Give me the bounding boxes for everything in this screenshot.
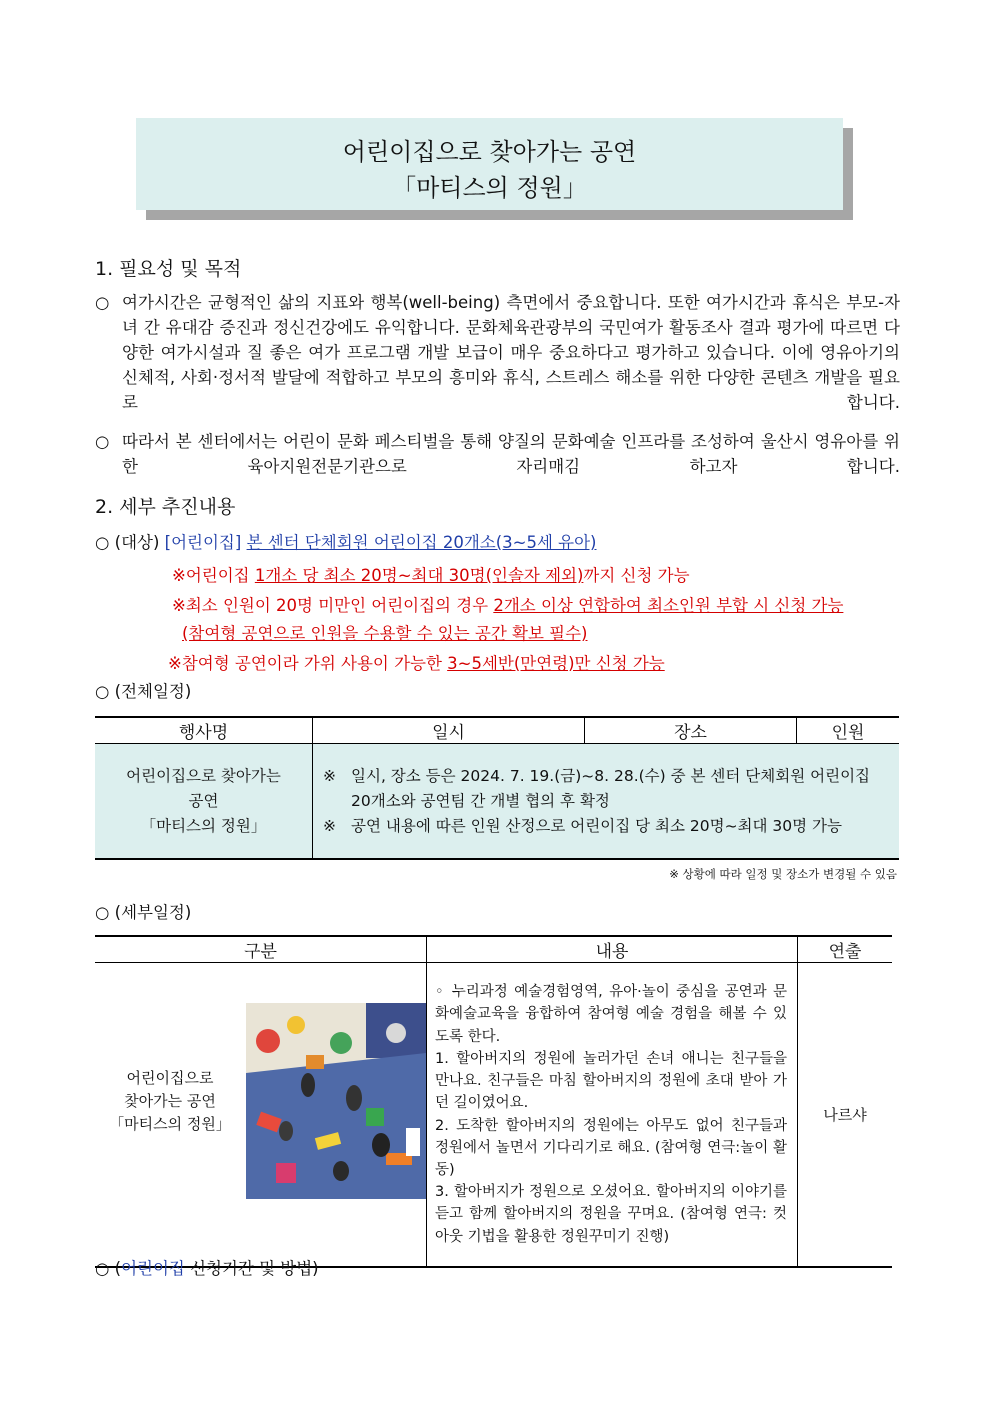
target-line bbox=[95, 529, 597, 553]
title-line-2: 「마티스의 정원」 bbox=[392, 174, 587, 202]
note-text: 공연 내용에 따른 인원 산정으로 어린이집 당 최소 20명~최대 30명 가능 bbox=[351, 816, 843, 835]
detail-table bbox=[95, 935, 892, 1268]
note-rest: 까지 신청 가능 bbox=[583, 566, 690, 585]
note-underlined: 1개소 당 최소 20명~최대 30명(인솔자 제외) bbox=[254, 566, 584, 585]
category-line: 찾아가는 공연 bbox=[124, 1092, 216, 1110]
note-mark: ※ bbox=[323, 816, 336, 835]
content-cell bbox=[427, 963, 798, 1268]
note-underlined: 3~5세반(만연령)만 신청 가능 bbox=[447, 654, 665, 673]
note-line-2 bbox=[172, 592, 843, 616]
schedule-table bbox=[95, 716, 899, 860]
note-mark: ※어린이집 bbox=[172, 566, 255, 585]
note-mark: ※ bbox=[323, 766, 336, 785]
note-line-1 bbox=[172, 562, 690, 586]
content-paragraph: 3. 할아버지가 정원으로 오셨어요. 할아버지의 이야기를 듣고 함께 할아버지의 정원을 꾸며요. (참여형 연극: 컷 아웃 기법을 활용한 정원꾸미기 진행) bbox=[435, 1184, 787, 1245]
content-paragraph: 2. 도착한 할아버지의 정원에는 아무도 없어 친구들과 정원에서 놀면서 기다리기로 해요. (참여형 연극:놀이 활동) bbox=[435, 1117, 787, 1178]
event-name-line: 어린이집으로 찾아가는 bbox=[126, 766, 281, 785]
target-tag: [어린이집] bbox=[164, 533, 242, 552]
apply-rest: 신청기간 및 방법) bbox=[184, 1259, 319, 1278]
content-paragraph: 1. 할아버지의 정원에 놀러가던 손녀 애니는 친구들을 만나요. 친구들은 마침 할아버지의 정원에 초대 받아 가던 길이였어요. bbox=[435, 1050, 787, 1112]
note-line-4 bbox=[168, 650, 665, 674]
bullet-icon: ○ bbox=[95, 432, 110, 451]
content-paragraph: ◦ 누리과정 예술경험영역, 유아·놀이 중심을 공연과 문화예술교육을 융합하여 참여형 예술 경험을 해볼 수 있도록 한다. bbox=[435, 984, 787, 1045]
note-underlined: 2개소 이상 연합하여 최소인원 부합 시 신청 가능 bbox=[493, 596, 844, 615]
paragraph-text: 따라서 본 센터에서는 어린이 문화 페스티벌을 통해 양질의 문화예술 인프라를 조성하여 울산시 영유아를 위한 육아지원전문기관으로 자리매김 하고자 합니다. bbox=[122, 432, 900, 476]
performance-photo bbox=[246, 1003, 426, 1199]
col-datetime: 일시 bbox=[313, 717, 585, 744]
note-line-3 bbox=[182, 620, 588, 644]
director-cell: 나르샤 bbox=[798, 963, 893, 1268]
event-name-cell bbox=[95, 744, 313, 860]
note-mark: ※최소 인원이 20명 미만인 어린이집의 경우 bbox=[172, 596, 494, 615]
category-cell bbox=[95, 963, 427, 1268]
target-text: 본 센터 단체회원 어린이집 20개소(3~5세 유아) bbox=[246, 533, 597, 552]
target-prefix: ○ (대상) bbox=[95, 533, 160, 552]
event-name-line: 공연 bbox=[188, 791, 219, 810]
col-director: 연출 bbox=[798, 936, 893, 963]
change-note: ※ 상황에 따라 일정 및 장소가 변경될 수 있음 bbox=[669, 867, 897, 881]
apply-prefix: ○ ( bbox=[95, 1259, 122, 1278]
col-event-name: 행사명 bbox=[95, 717, 313, 744]
category-name bbox=[95, 1067, 245, 1136]
col-content: 내용 bbox=[427, 936, 798, 963]
schedule-note bbox=[323, 764, 889, 814]
apply-tag: 어린이집 bbox=[121, 1259, 185, 1278]
col-place: 장소 bbox=[585, 717, 797, 744]
section-2-heading: 2. 세부 추진내용 bbox=[95, 496, 236, 518]
performance-photo-image bbox=[246, 1003, 426, 1199]
bullet-icon: ○ bbox=[95, 293, 110, 312]
schedule-heading: ○ (전체일정) bbox=[95, 682, 192, 701]
col-category: 구분 bbox=[95, 936, 427, 963]
title-line-1: 어린이집으로 찾아가는 공연 bbox=[342, 138, 637, 166]
title-box bbox=[136, 118, 843, 210]
schedule-note bbox=[323, 814, 889, 839]
paragraph-text: 여가시간은 균형적인 삶의 지표와 행복(well-being) 측면에서 중요합니다. 또한 여가시간과 휴식은 부모-자녀 간 유대감 증진과 정신건강에도 유익합니다. 문화체육관광부의 국민여가 활동조사 결과 평가에 따르면 다양한 여가시설과 질 좋은 여가 프로그램 개발 보급이 매우 중요하다고 평가하고 있습니다. 이에 영유아기의 신체적, 사회·정서적 발달에 적합하고 부모의 흥미와 휴식, 스트레스 해소를 위한 다양한 콘텐츠 개발을 필요로 합니다. bbox=[122, 293, 900, 412]
section-1-heading: 1. 필요성 및 목적 bbox=[95, 258, 242, 280]
col-headcount: 인원 bbox=[797, 717, 900, 744]
category-line: 「마티스의 정원」 bbox=[109, 1115, 231, 1133]
schedule-notes-cell bbox=[313, 744, 900, 860]
note-mark: ※참여형 공연이라 가위 사용이 가능한 bbox=[168, 654, 448, 673]
note-text: 일시, 장소 등은 2024. 7. 19.(금)~8. 28.(수) 중 본 센터 단체회원 어린이집 20개소와 공연팀 간 개별 협의 후 확정 bbox=[351, 766, 871, 810]
category-line: 어린이집으로 bbox=[126, 1069, 214, 1087]
section-1-paragraph-1 bbox=[95, 290, 900, 440]
apply-heading bbox=[95, 1255, 319, 1279]
event-name-line: 「마티스의 정원」 bbox=[140, 816, 267, 835]
detail-heading: ○ (세부일정) bbox=[95, 903, 192, 922]
note-underlined: (참여형 공연으로 인원을 수용할 수 있는 공간 확보 필수) bbox=[182, 624, 588, 643]
